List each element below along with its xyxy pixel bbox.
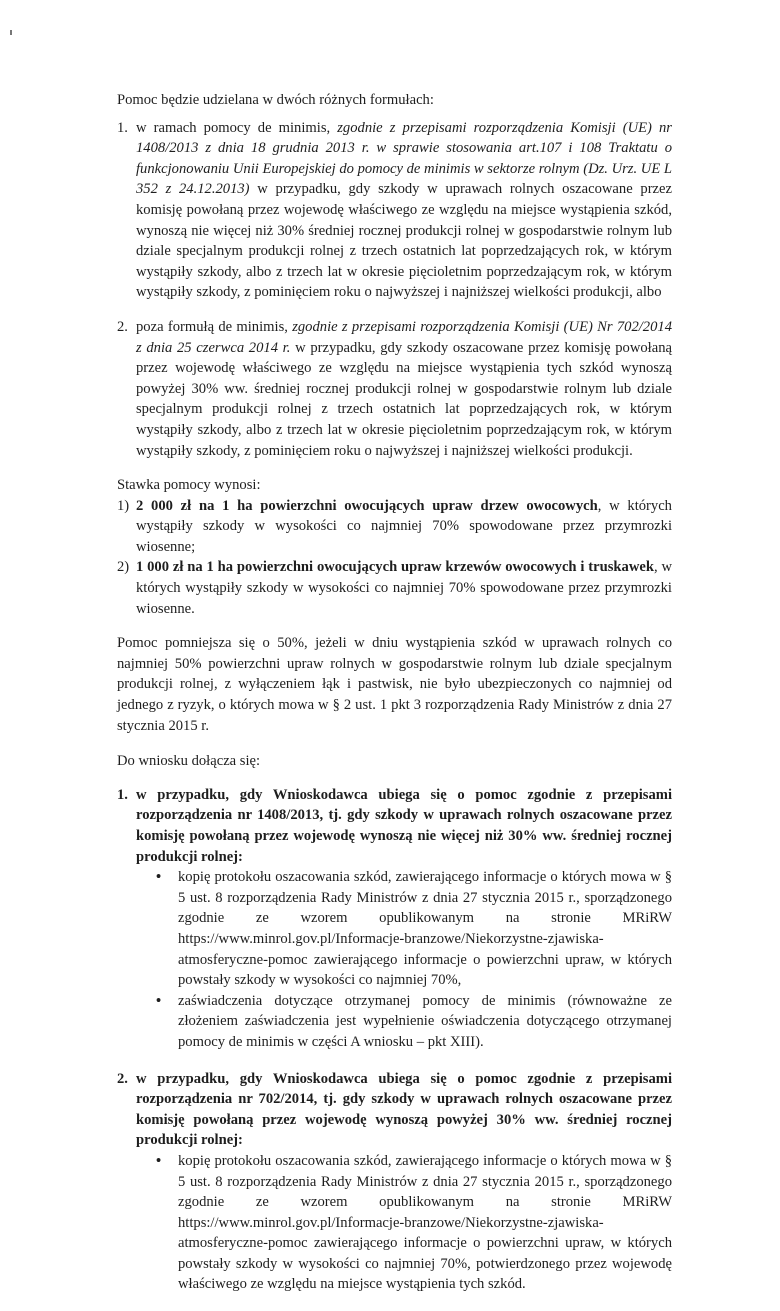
bullet-dot: • xyxy=(156,992,162,1009)
attachment-bullets xyxy=(136,867,672,1052)
rate-item-2 xyxy=(117,557,672,619)
formula-list xyxy=(117,118,672,462)
rate-amount: 2 000 zł na 1 ha powierzchni owocujących upraw drzew owocowych xyxy=(136,497,598,514)
formula-regulation: zgodnie z przepisami rozporządzenia Komisji (UE) nr 1408/2013 z dnia 18 grudnia 2013 r. w sprawie stosowania art.107 i 108 Traktatu o funkcjonowaniu Unii Europejskiej do pomocy de minimis w sektorze rolnym (Dz. Urz. UE L 352 z 24.12.2013) xyxy=(136,119,672,198)
scan-speck xyxy=(10,30,12,35)
formula-body: w przypadku, gdy szkody w uprawach rolnych oszacowane przez komisję powołaną przez wojewodę właściwego ze względu na miejsce wystąpienia szkód, wynoszą nie więcej niż 30% średniej rocznej produkcji rolnej w gospodarstwie rolnym lub dziale specjalnym produkcji rolnej z trzech ostatnich lat poprzedzających rok, w którym wystąpiły szkody, albo z trzech lat w okresie pięcioletnim poprzedzającym rok, w którym wystąpiły szkody, z pominięciem roku o najwyższej i najniższej wielkości produkcji, albo xyxy=(136,181,672,301)
formula-regulation: zgodnie z przepisami rozporządzenia Komisji (UE) Nr 702/2014 z dnia 25 czerwca 2014 r. xyxy=(136,318,672,356)
rate-heading: Stawka pomocy wynosi: xyxy=(117,477,261,494)
bullet-text: kopię protokołu oszacowania szkód, zawierającego informacje o których mowa w § 5 ust. 8 rozporządzenia Rady Ministrów z dnia 27 stycznia 2015 r., sporządzonego zgodnie ze wzorem opublikowanym na stronie MRiRW https://www.minrol.gov.pl/Informacje-branzowe/Niekorzystne-zjawiska-atmosferyczne-pomoc zawierającego informacje o powierzchni upraw, w których powstały szkody w wysokości co najmniej 70%, xyxy=(178,869,672,989)
attachment-heading: w przypadku, gdy Wnioskodawca ubiega się o pomoc zgodnie z przepisami rozporządzenia nr 702/2014, tj. gdy szkody w uprawach rolnych oszacowane przez komisję powołaną przez wojewodę wynoszą powyżej 30% ww. średniej rocznej produkcji rolnej: xyxy=(136,1070,672,1149)
bullet-dot: • xyxy=(156,1152,162,1169)
rate-item-1 xyxy=(117,496,672,558)
rate-amount: 1 000 zł na 1 ha powierzchni owocujących upraw krzewów owocowych i truskawek xyxy=(136,559,654,576)
formula-body: w przypadku, gdy szkody oszacowane przez komisję powołaną przez wojewodę właściwego ze względu na miejsce wystąpienia tych szkód wynoszą powyżej 30% ww. średniej rocznej produkcji rolnej w gospodarstwie rolnym lub dziale specjalnym produkcji rolnej z trzech ostatnich lat poprzedzających rok, w którym wystąpiły szkody, albo z trzech lat w okresie pięcioletnim poprzedzającym rok, w którym wystąpiły szkody, z pominięciem roku o najwyższej i najniższej wielkości produkcji. xyxy=(136,339,672,459)
attachment-item-1 xyxy=(117,785,672,1053)
formula-lead: poza formułą de minimis, xyxy=(136,318,293,335)
bullet-text: kopię protokołu oszacowania szkód, zawierającego informacje o których mowa w § 5 ust. 8 rozporządzenia Rady Ministrów z dnia 27 stycznia 2015 r., sporządzonego zgodnie ze wzorem opublikowanym na stronie MRiRW https://www.minrol.gov.pl/Informacje-branzowe/Niekorzystne-zjawiska-atmosferyczne-pomoc zawierającego informacje o powierzchni upraw, w których powstały szkody w wysokości co najmniej 70%, potwierdzonego przez wojewodę właściwego ze względu na miejsce wystąpienia tych szkód. xyxy=(178,1152,672,1293)
bullet-item xyxy=(156,991,672,1053)
attachment-number: 2. xyxy=(117,1070,128,1087)
attachments-heading: Do wniosku dołącza się: xyxy=(117,753,261,770)
rate-number: 2) xyxy=(117,559,130,576)
attachment-list xyxy=(117,785,672,1295)
attachment-number: 1. xyxy=(117,786,128,803)
bullet-text: zaświadczenia dotyczące otrzymanej pomocy de minimis (równoważne ze złożeniem zaświadczenia jest wypełnienie oświadczenia dotyczącego otrzymanej pomocy de minimis w części A wniosku – pkt XIII). xyxy=(178,992,672,1050)
rate-condition: , w których wystąpiły szkody w wysokości co najmniej 70% spowodowane przez przymrozki wiosenne. xyxy=(136,559,672,617)
formula-number: 2. xyxy=(117,318,128,335)
rate-number: 1) xyxy=(117,497,130,514)
bullet-item xyxy=(156,867,672,991)
reduction-paragraph: Pomoc pomniejsza się o 50%, jeżeli w dniu wystąpienia szkód w uprawach rolnych co najmniej 50% powierzchni upraw rolnych w gospodarstwie rolnym lub dziale specjalnym produkcji rolnej, z wyłączeniem łąk i pastwisk, nie było ubezpieczonych co najmniej od jednego z ryzyk, o których mowa w § 2 ust. 1 pkt 3 rozporządzenia Rady Ministrów z dnia 27 stycznia 2015 r. xyxy=(117,635,672,734)
rate-condition: , w których wystąpiły szkody w wysokości co najmniej 70% spowodowane przez przymrozki wiosenne; xyxy=(136,497,672,555)
bullet-item xyxy=(156,1151,672,1295)
formula-item-1 xyxy=(117,118,672,303)
attachment-bullets xyxy=(136,1151,672,1295)
attachment-item-2 xyxy=(117,1069,672,1296)
formula-item-2 xyxy=(117,317,672,461)
formula-lead: w ramach pomocy de minimis, xyxy=(136,119,338,136)
intro-text: Pomoc będzie udzielana w dwóch różnych formułach: xyxy=(117,92,434,108)
formula-number: 1. xyxy=(117,119,128,136)
bullet-dot: • xyxy=(156,869,162,886)
rate-list xyxy=(117,496,672,620)
attachment-heading: w przypadku, gdy Wnioskodawca ubiega się o pomoc zgodnie z przepisami rozporządzenia nr 1408/2013, tj. gdy szkody w uprawach rolnych oszacowane przez komisję powołaną przez wojewodę wynoszą nie więcej niż 30% ww. średniej rocznej produkcji rolnej: xyxy=(136,786,672,865)
document-page xyxy=(117,90,672,1311)
